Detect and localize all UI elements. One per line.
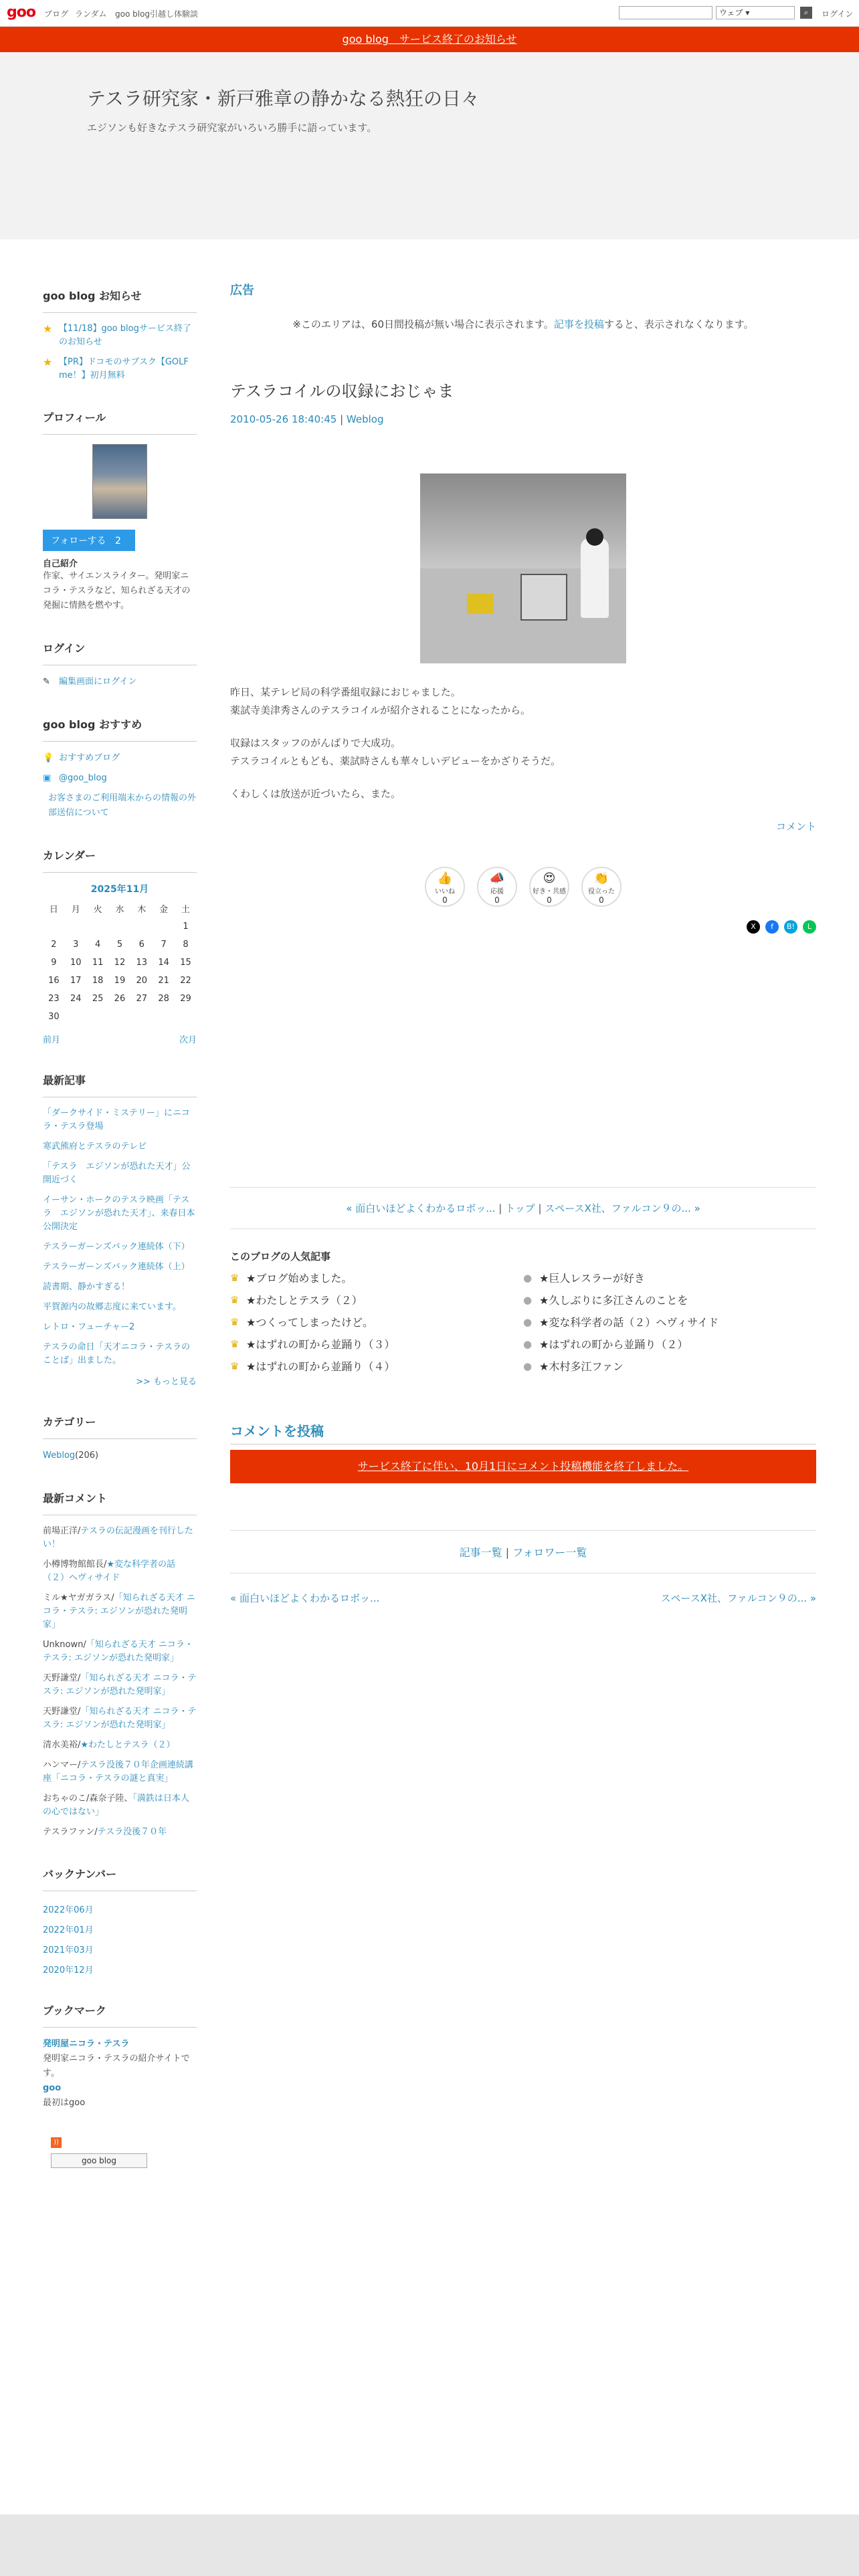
recent-article-item[interactable] [43,1241,197,1254]
recent-comment-item [43,1592,197,1632]
popular-article-link[interactable]: ★はずれの町から並踊り（４） [246,1360,395,1373]
profile-heading: プロフィール [43,409,197,435]
calendar-month[interactable]: 2025年11月 [90,884,149,895]
blog-title[interactable]: テスラ研究家・新戸雅章の静かなる熱狂の日々 [87,88,480,110]
blog-header [0,52,859,239]
topnav-migration-link[interactable]: goo blog引越し体験談 [115,9,199,19]
comment-end-link[interactable]: サービス終了に伴い、10月1日にコメント投稿機能を終了しました。 [357,1460,689,1473]
recent-article-link[interactable]: イーサン・ホークのテスラ映画「テスラ エジソンが恐れた天才」、来春日本公開決定 [43,1195,195,1232]
backnumber-item[interactable] [43,1901,197,1921]
notice-link[interactable]: 【PR】ドコモのサブスク【GOLF me！】初月無料 [59,357,189,381]
article-photo[interactable] [420,473,626,663]
circle-icon: ● [523,1315,533,1328]
article-body [230,683,816,803]
goo-blog-badge-label: goo blog [81,2156,117,2165]
bookmark-item [43,2081,197,2111]
photo-person-head [586,528,603,546]
reaction-button[interactable] [425,867,465,907]
backnumber-link[interactable]: 2021年03月 [43,1945,94,1955]
recent-comment-item [43,1525,197,1551]
search-scope-value: ウェブ [719,8,743,17]
recommend-item[interactable] [43,791,197,821]
reaction-label: いいね [435,888,455,895]
notice-heading: goo blog お知らせ [43,288,197,313]
comment-author: ミル★ヤガガラス/ [43,1593,114,1603]
backnumber-section [43,1866,197,1975]
calendar-day: 21 [158,976,169,986]
article-category-link[interactable]: Weblog [346,413,384,425]
bookmark-section [43,2002,197,2168]
recent-article-link[interactable]: テスラーガーンズバック連続体（下） [43,1242,190,1252]
comment-target-link[interactable]: ★変な科学者の話（２）ヘヴィサイド [43,1560,176,1583]
comment-author: 天野謙堂/ [43,1673,81,1683]
calendar-week [43,936,197,954]
comment-target-link[interactable]: テスラ没後７０年企画連続講座「ニコラ・テスラの謎と真実」 [43,1760,193,1784]
calendar-weekday: 火 [93,905,102,915]
calendar-day: 17 [70,976,82,986]
login-heading: ログイン [43,640,197,665]
calendar-day: 18 [92,976,104,986]
category-item[interactable] [43,1448,197,1463]
calendar-day: 30 [48,1012,60,1022]
calendar-day: 20 [136,976,148,986]
notice-section [43,288,197,383]
popular-article-item[interactable] [230,1292,523,1307]
calendar-day: 8 [183,940,189,950]
edit-login-link[interactable]: 編集画面にログイン [59,677,137,687]
calendar-day: 2 [51,940,57,950]
search-scope-select[interactable]: ウェブ ▾ [716,6,795,19]
more-recent-link[interactable]: >> もっと見る [136,1377,197,1387]
reaction-emoji-icon: 📣 [489,871,505,885]
login-section [43,640,197,689]
photo-equipment [467,594,494,614]
recent-comment-item [43,1558,197,1585]
circle-icon: ● [523,1337,533,1350]
calendar-day: 15 [180,958,191,968]
comment-author: 天野謙堂/ [43,1707,81,1717]
popular-list [230,1270,816,1374]
bottom-pager [230,1591,816,1605]
recent-article-link[interactable]: テスラの命日「天才ニコラ・テスラのことば」出ました。 [43,1342,190,1366]
calendar-day: 13 [136,958,148,968]
recent-comment-item [43,1759,197,1786]
bookmark-link[interactable]: goo [43,2083,62,2093]
recent-article-link[interactable]: 平賀源内の故郷志度に来ています。 [43,1302,181,1312]
popular-article-item[interactable] [523,1336,816,1352]
bookmark-heading: ブックマーク [43,2002,197,2028]
calendar-day [87,1008,109,1026]
reaction-emoji-icon: 👍 [437,871,453,885]
calendar-day: 28 [158,994,169,1004]
backnumber-heading: バックナンバー [43,1866,197,1891]
recent-article-link[interactable]: 「テスラ エジソンが恐れた天才」公開近づく [43,1162,191,1185]
calendar-nav [43,1033,197,1045]
star-icon: ★ [43,322,53,335]
recent-article-item[interactable] [43,1194,197,1234]
comment-target-link[interactable]: 「知られざる天才 ニコラ・テスラ: エジソンが恐れた発明家」 [43,1593,195,1630]
pencil-icon: ✎ [43,677,50,687]
recent-comment-item [43,1792,197,1819]
category-link[interactable]: Weblog [43,1451,76,1461]
follow-label: フォローする [51,536,106,546]
share-icon[interactable]: L [803,920,816,934]
calendar-day [43,918,65,936]
bookmark-desc: 最初はgoo [43,2098,86,2108]
bookmark-desc: 発明家ニコラ・テスラの紹介サイトです。 [43,2054,190,2078]
article-paragraph [230,683,816,720]
backnumber-link[interactable]: 2022年06月 [43,1905,94,1915]
next-month-link[interactable]: 次月 [179,1035,197,1045]
sidebar [43,288,197,2195]
magnifier-icon: ⌕ [803,8,809,17]
profile-photo[interactable] [92,444,147,519]
recommend-blog-link[interactable]: おすすめブログ [59,753,120,763]
twitter-icon: ▣ [43,773,52,783]
reaction-label: 好き・共感 [533,888,566,895]
comment-target-link[interactable]: 「知られざる天才 ニコラ・テスラ: エジソンが恐れた発明家」 [43,1673,197,1697]
calendar-day [153,918,175,936]
calendar-day: 24 [70,994,82,1004]
popular-article-link[interactable]: ★木村多江ファン [539,1360,624,1373]
prev-month-link[interactable]: 前月 [43,1035,61,1045]
bookmark-item [43,2037,197,2081]
calendar-weekday: 土 [181,905,191,915]
calendar-day: 3 [73,940,79,950]
recent-article-item[interactable] [43,1341,197,1368]
calendar-day [130,918,153,936]
article-title[interactable]: テスラコイルの収録におじゃま [230,382,454,401]
calendar-day: 6 [138,940,145,950]
bottom-prev-link[interactable]: « 面白いほどよくわかるロボッ... [230,1592,380,1604]
popular-article-item[interactable] [230,1358,523,1374]
topnav-random-link[interactable]: ランダム [75,9,107,19]
calendar-week [43,1008,197,1026]
popular-article-item[interactable] [230,1314,523,1329]
category-heading: カテゴリー [43,1414,197,1439]
comment-author: テスラファン/ [43,1827,98,1837]
popular-article-item[interactable] [523,1358,816,1374]
recent-section [43,1072,197,1387]
article-line: 薬試寺美津秀さんのテスラコイルが紹介されることになったから。 [230,704,531,716]
popular-article-link[interactable]: ★はずれの町から並踊り（２） [539,1338,688,1351]
recent-comment-item [43,1638,197,1665]
popular-article-item[interactable] [523,1292,816,1307]
recommend-item[interactable] [43,771,197,786]
calendar-day [130,1008,153,1026]
popular-article-link[interactable]: ★変な科学者の話（２）ヘヴィサイド [539,1316,719,1329]
recent-article-link[interactable]: テスラーガーンズバック連続体（上） [43,1262,190,1272]
calendar-day: 5 [116,940,123,950]
calendar-day: 11 [92,958,104,968]
category-section [43,1414,197,1463]
comment-author: 清水美裕/ [43,1740,81,1750]
calendar-day [109,1008,131,1026]
notice-item[interactable] [43,356,197,383]
recent-article-item[interactable] [43,1261,197,1274]
share-buttons [230,920,816,934]
recent-article-item[interactable] [43,1301,197,1314]
calendar-weekday: 木 [137,905,147,915]
comment-end-banner[interactable] [230,1450,816,1483]
comment-post-heading: コメントを投稿 [230,1420,816,1444]
popular-article-link[interactable]: ★巨人レスラーが好き [539,1272,645,1285]
ad-note-before: ※このエリアは、60日間投稿が無い場合に表示されます。 [292,318,554,330]
article-meta [230,413,816,425]
article-datetime: 2010-05-26 18:40:45 [230,413,337,425]
calendar-day: 9 [51,958,57,968]
reaction-emoji-icon: 👏 [593,871,609,885]
article-list-link[interactable]: 記事一覧 [459,1546,502,1559]
calendar-day: 14 [158,958,169,968]
recommend-section [43,716,197,821]
ad-note-after: すると、表示されなくなります。 [603,318,754,330]
comment-link[interactable]: コメント [775,821,816,833]
calendar-day: 29 [180,994,191,1004]
calendar-day [153,1008,175,1026]
popular-article-item[interactable] [523,1270,816,1285]
reaction-label: 応援 [490,888,504,895]
goo-blog-badge[interactable] [51,2153,147,2168]
calendar-day: 27 [136,994,148,1004]
calendar-day [65,1008,87,1026]
circle-icon: ● [523,1293,533,1306]
recent-article-link[interactable]: 寒武熊府とテスラのテレビ [43,1142,147,1152]
recent-heading: 最新記事 [43,1072,197,1097]
top-link[interactable]: トップ [505,1202,535,1214]
reaction-button[interactable] [581,867,622,907]
popular-article-link[interactable]: ★はずれの町から並踊り（３） [246,1338,395,1351]
follower-list-link[interactable]: フォロワー一覧 [512,1546,587,1559]
ad-space [230,934,816,1188]
calendar-heading: カレンダー [43,847,197,873]
crown-icon: ♛ [230,1293,240,1306]
reaction-count: 0 [599,895,604,905]
recent-article-item[interactable] [43,1107,197,1134]
circle-icon: ● [523,1271,533,1284]
recent-article-link[interactable]: 「ダークサイド・ミステリー」にニコラ・テスラ登場 [43,1108,190,1132]
backnumber-link[interactable]: 2022年01月 [43,1925,94,1935]
top-bar [0,0,859,27]
topnav-blog-link[interactable]: ブログ [44,9,69,19]
backnumber-link[interactable]: 2020年12月 [43,1965,94,1975]
comments-section [43,1490,197,1839]
lightbulb-icon: 💡 [43,753,54,763]
popular-article-link[interactable]: ★つくってしまったけど。 [246,1316,374,1329]
calendar-day: 26 [114,994,126,1004]
comment-target-link[interactable]: 「知られざる天才 ニコラ・テスラ: エジソンが恐れた発明家」 [43,1640,193,1663]
calendar-table [43,899,197,1026]
calendar-day [87,918,109,936]
calendar-weekday: 月 [71,905,80,915]
comment-author: おちゃのこ/森奈子陸、 [43,1794,133,1804]
follow-button[interactable] [43,530,135,551]
calendar-day [109,918,131,936]
service-end-banner[interactable] [0,27,859,52]
comment-target-link[interactable]: 「満鉄は日本人の心ではない」 [43,1794,189,1817]
recent-article-link[interactable]: 読書期、静かすぎる！ [43,1282,130,1292]
external-transmission-link[interactable]: お客さまのご利用端末からの情報の外部送信について [48,793,197,818]
article-line: 昨日、某テレビ局の科学番組収録におじゃました。 [230,686,461,698]
calendar-week [43,954,197,972]
calendar-day: 12 [114,958,126,968]
calendar-day: 7 [161,940,167,950]
reaction-buttons [230,867,816,907]
bottom-links: 記事一覧 | フォロワー一覧 [230,1530,816,1574]
popular-article-link[interactable]: ★ブログ始めました。 [246,1272,353,1285]
popular-article-item[interactable] [230,1270,523,1285]
ad-heading: 広告 [230,284,254,298]
comment-author: ハンマー/ [43,1760,81,1770]
star-icon: ★ [43,356,53,368]
calendar-week [43,990,197,1008]
blog-description: エジソンも好きなテスラ研究家がいろいろ勝手に語っています。 [87,122,377,134]
intro-heading: 自己紹介 [43,559,78,569]
calendar-day: 19 [114,976,126,986]
recent-article-item[interactable] [43,1160,197,1187]
reaction-count: 0 [442,895,448,905]
search-input[interactable] [619,6,712,19]
backnumber-item[interactable] [43,1961,197,1975]
bottom-next-link[interactable]: スペースX社、ファルコン９の... » [660,1592,816,1604]
edit-login-row[interactable] [43,675,197,689]
search-button[interactable] [800,7,812,19]
recent-comment-item [43,1705,197,1732]
calendar-day: 16 [48,976,60,986]
reaction-count: 0 [547,895,552,905]
share-icon[interactable]: B! [784,920,797,934]
backnumber-item[interactable] [43,1921,197,1941]
article-paragraph [230,734,816,770]
recent-article-item[interactable] [43,1321,197,1334]
backnumber-item[interactable] [43,1941,197,1961]
calendar-day [175,1008,197,1026]
twitter-link[interactable]: @goo_blog [59,773,107,783]
photo-machine [520,574,567,621]
calendar-weekday: 金 [159,905,169,915]
crown-icon: ♛ [230,1360,240,1372]
comment-target-link[interactable]: ★わたしとテスラ（２） [80,1740,175,1750]
notice-link[interactable]: 【11/18】goo blogサービス終了のお知らせ [59,324,191,347]
category-count: (206) [75,1451,99,1461]
reaction-button[interactable] [529,867,569,907]
share-icon[interactable]: X [747,920,760,934]
follow-count: 2 [114,536,121,546]
intro-text: 作家、サイエンスライター。発明家ニコラ・テスラなど、知られざる天才の発掘に情熱を燃やす。 [43,571,191,611]
notice-item[interactable] [43,322,197,349]
recent-article-item[interactable] [43,1140,197,1154]
popular-article-item[interactable] [230,1336,523,1352]
article-paragraph [230,785,816,803]
recent-article-link[interactable]: レトロ・フューチャー2 [43,1322,135,1332]
article-pager: « 面白いほどよくわかるロボッ... | トップ | スペースX社、ファルコン９の... » [230,1188,816,1229]
calendar-day: 10 [70,958,82,968]
recommend-item[interactable] [43,751,197,766]
recent-comment-item [43,1672,197,1699]
calendar-week [43,918,197,936]
calendar-day: 25 [92,994,104,1004]
post-article-link[interactable]: 記事を投稿 [553,318,604,330]
popular-heading: このブログの人気記事 [230,1251,331,1263]
recommend-heading: goo blog おすすめ [43,716,197,742]
comments-heading: 最新コメント [43,1490,197,1515]
calendar-week [43,972,197,990]
prev-article-link[interactable]: « 面白いほどよくわかるロボッ... [346,1202,496,1214]
photo-person [581,538,609,618]
ad-note [230,317,816,331]
bookmark-link[interactable]: 発明屋ニコラ・テスラ [43,2039,130,2049]
recent-comment-item [43,1826,197,1839]
article-line: くわしくは放送が近づいたら、また。 [230,788,401,800]
crown-icon: ♛ [230,1315,240,1328]
comment-author: 前場正洋/ [43,1526,81,1536]
reaction-label: 役立った [588,888,615,895]
rss-icon[interactable]: )) [51,2137,62,2148]
comment-author: Unknown/ [43,1640,86,1650]
next-article-link[interactable]: スペースX社、ファルコン９の... » [545,1202,700,1214]
popular-article-link[interactable]: ★わたしとテスラ（２） [246,1294,363,1307]
calendar-weekday: 水 [115,905,124,915]
calendar-day: 4 [94,940,101,950]
recent-comment-item [43,1739,197,1752]
goo-logo[interactable]: goo [7,4,35,21]
calendar-section [43,847,197,1045]
reaction-count: 0 [494,895,500,905]
reaction-emoji-icon: 😍 [543,871,556,885]
service-end-link[interactable]: goo blog サービス終了のお知らせ [342,33,517,45]
comment-target-link[interactable]: テスラの伝記漫画を刊行したい！ [43,1526,193,1549]
share-icon[interactable]: f [765,920,779,934]
main-content [230,281,816,1605]
comment-target-link[interactable]: 「知られざる天才 ニコラ・テスラ: エジソンが恐れた発明家」 [43,1707,197,1730]
crown-icon: ♛ [230,1271,240,1284]
calendar-day: 23 [48,994,60,1004]
popular-article-item[interactable] [523,1314,816,1329]
meta-separator: | [337,413,347,425]
popular-article-link[interactable]: ★久しぶりに多江さんのことを [539,1294,688,1307]
crown-icon: ♛ [230,1337,240,1350]
article-line: テスラコイルともども、薬試時さんも華々しいデビューをかざりそうだ。 [230,755,561,767]
calendar-weekday-row [43,899,197,918]
reaction-button[interactable] [477,867,517,907]
footer [0,2514,859,2576]
comment-target-link[interactable]: テスラ没後７０年 [97,1827,167,1837]
article-line: 収録はスタッフのがんばりで大成功。 [230,737,401,749]
profile-section [43,409,197,613]
calendar-day [65,918,87,936]
calendar-day: 22 [180,976,191,986]
recent-article-item[interactable] [43,1281,197,1294]
login-link[interactable]: ログイン [822,9,854,19]
circle-icon: ● [523,1360,533,1372]
comment-author: 小樽博物館館長/ [43,1560,107,1570]
calendar-day: 1 [183,922,189,932]
calendar-weekday: 日 [49,905,58,915]
